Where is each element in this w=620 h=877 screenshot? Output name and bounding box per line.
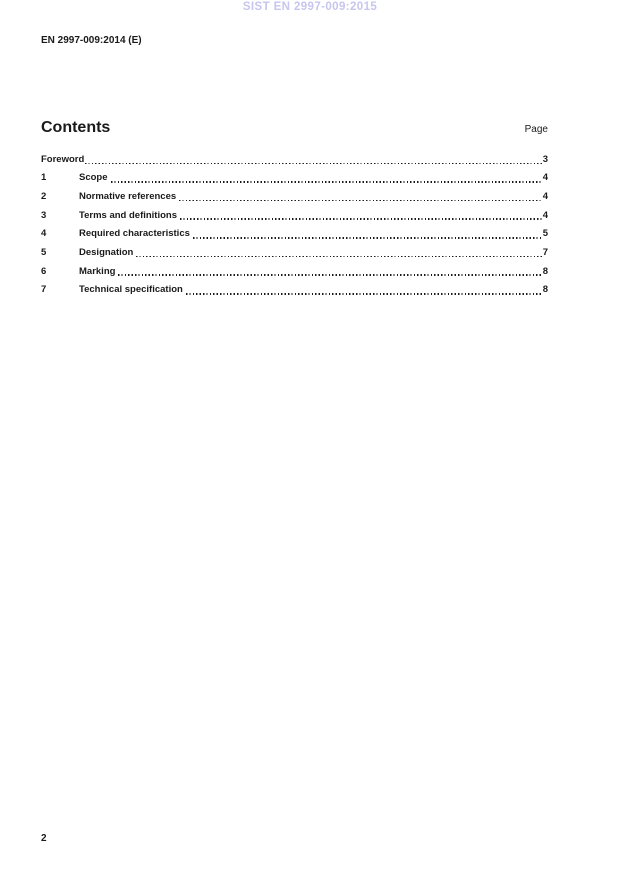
footer-page-number: 2 — [41, 833, 47, 844]
toc-entry[interactable] — [41, 150, 548, 169]
toc-entry-page: 3 — [542, 153, 548, 165]
toc-entry-page: 4 — [542, 209, 548, 221]
toc-entry-page: 4 — [542, 191, 548, 202]
toc-entry-page: 8 — [542, 284, 548, 296]
document-reference: EN 2997-009:2014 (E) — [41, 35, 142, 46]
toc-entry[interactable] — [41, 187, 548, 206]
toc-entry-page: 7 — [542, 246, 548, 258]
toc-entry-dot-leader — [179, 200, 542, 202]
toc-entry-number: 7 — [41, 284, 47, 296]
toc-entry[interactable] — [41, 262, 548, 281]
toc-entry-dot-leader — [180, 218, 542, 220]
toc-entry-title: Required characteristics — [79, 228, 190, 240]
contents-header — [41, 119, 548, 137]
toc-entry-dot-leader — [118, 274, 541, 276]
toc-entry[interactable] — [41, 280, 548, 299]
toc-entry-dot-leader — [111, 181, 542, 183]
toc-entry[interactable] — [41, 206, 548, 225]
toc-entry[interactable] — [41, 225, 548, 244]
toc-entry-number: 5 — [41, 246, 47, 258]
toc-entry-page: 4 — [542, 172, 548, 184]
toc-list — [41, 150, 548, 299]
toc-entry-title: Foreword — [41, 153, 85, 165]
toc-entry-title: Designation — [79, 246, 134, 258]
toc-entry-title: Scope — [79, 172, 108, 184]
toc-entry-number: 6 — [41, 265, 47, 277]
toc-entry-dot-leader — [85, 163, 541, 165]
toc-entry-page: 8 — [542, 265, 548, 277]
toc-entry-title: Technical specification — [79, 284, 183, 296]
toc-entry-number: 1 — [41, 172, 47, 184]
toc-entry-page: 5 — [542, 228, 548, 240]
toc-entry-title: Terms and definitions — [79, 209, 178, 221]
toc-entry[interactable] — [41, 243, 548, 262]
toc-entry-title: Marking — [79, 265, 116, 277]
toc-entry-number: 4 — [41, 228, 47, 240]
watermark-standard-id: SIST EN 2997-009:2015 — [242, 1, 378, 13]
toc-entry-number: 2 — [41, 191, 47, 202]
toc-entry-dot-leader — [136, 256, 541, 258]
toc-entry-dot-leader — [186, 293, 542, 295]
page-column-label: Page — [524, 124, 548, 135]
toc-entry-title: Normative references — [79, 191, 177, 202]
toc-entry-number: 3 — [41, 209, 47, 221]
toc-entry-dot-leader — [193, 237, 542, 239]
toc-entry[interactable] — [41, 169, 548, 188]
contents-heading: Contents — [41, 119, 111, 136]
